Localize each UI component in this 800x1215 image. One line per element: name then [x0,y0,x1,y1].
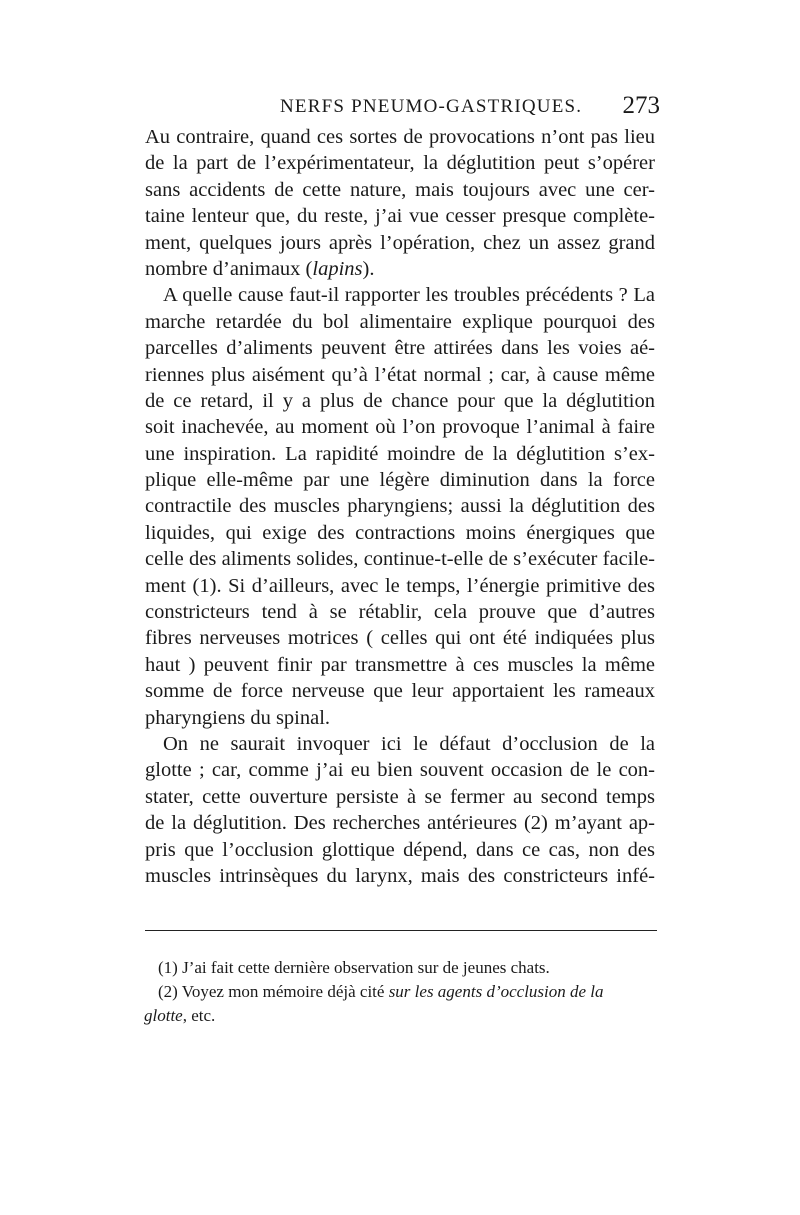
text-line: glotte ; car, comme j’ai eu bien souvent occasion de le con- [145,759,655,782]
text-line: Au contraire, quand ces sortes de provocations n’ont pas lieu [145,126,655,148]
footnote-2-continuation [144,1004,658,1028]
footnote-2-title-end: glotte [144,1006,183,1025]
footnote-2 [158,980,658,1004]
footnote-1: (1) J’ai fait cette dernière observation sur de jeunes chats. [158,958,550,977]
text-line: de la part de l’expérimentateur, la déglutition peut s’opérer [145,152,655,175]
page-number: 273 [622,92,660,119]
running-head [140,92,660,124]
text-line: nombre d’animaux (lapins). [145,257,375,280]
footnote-2-title: sur les agents d’occlusion de la [388,982,604,1001]
text-line: parcelles d’aliments peuvent être attirées dans les voies aé- [145,337,655,360]
text-line: celle des aliments solides, continue-t-elle de s’exécuter facile- [145,548,655,571]
text-line: somme de force nerveuse que leur apportaient les rameaux [145,680,655,703]
text-line: liquides, qui exige des contractions moins énergiques que [145,521,655,544]
text-line: fibres nerveuses motrices ( celles qui ont été indiquées plus [145,627,655,650]
text-line: haut ) peuvent finir par transmettre à ces muscles la même [145,653,655,676]
text-line: contractile des muscles pharyngiens; aussi la déglutition des [145,495,655,518]
text-line: constricteurs tend à se rétablir, cela prouve que d’autres [145,601,655,624]
running-title: NERFS PNEUMO-GASTRIQUES. [280,96,583,117]
text-line: plique elle-même par une légère diminution dans la force [145,469,655,492]
text-line: une inspiration. La rapidité moindre de la déglutition s’ex- [145,442,655,465]
footnote-separator [145,930,657,931]
footnotes [144,956,658,1028]
footnote-2-etc: , etc. [182,1006,216,1025]
text-line: ment, quelques jours après l’opération, chez un assez grand [145,231,655,254]
text-line: marche retardée du bol alimentaire explique pourquoi des [145,310,655,333]
text-line: soit inachevée, au moment où l’on provoque l’animal à faire [145,416,655,439]
text-line: de la déglutition. Des recherches antérieures (2) m’ayant ap- [145,812,655,835]
text-line: ment (1). Si d’ailleurs, avec le temps, l’énergie primitive des [145,574,655,597]
text-line: pharyngiens du spinal. [145,706,331,729]
text-line: On ne saurait invoquer ici le défaut d’occlusion de la [163,732,655,755]
text-line: A quelle cause faut-il rapporter les troubles précédents ? La [163,284,655,307]
text-line: de ce retard, il y a plus de chance pour que la déglutition [145,389,655,412]
text-line: muscles intrinsèques du larynx, mais des constricteurs infé- [145,864,655,887]
text-line: sans accidents de cette nature, mais toujours avec une cer- [145,178,655,201]
body-text [145,124,655,889]
footnote-2-text: (2) Voyez mon mémoire déjà cité [158,982,389,1001]
text-line: stater, cette ouverture persiste à se fermer au second temps [145,785,655,808]
text-line: taine lenteur que, du reste, j’ai vue cesser presque complète- [145,205,655,228]
text-line: pris que l’occlusion glottique dépend, dans ce cas, non des [145,838,655,861]
text-line: riennes plus aisément qu’à l’état normal ; car, à cause même [145,363,655,386]
